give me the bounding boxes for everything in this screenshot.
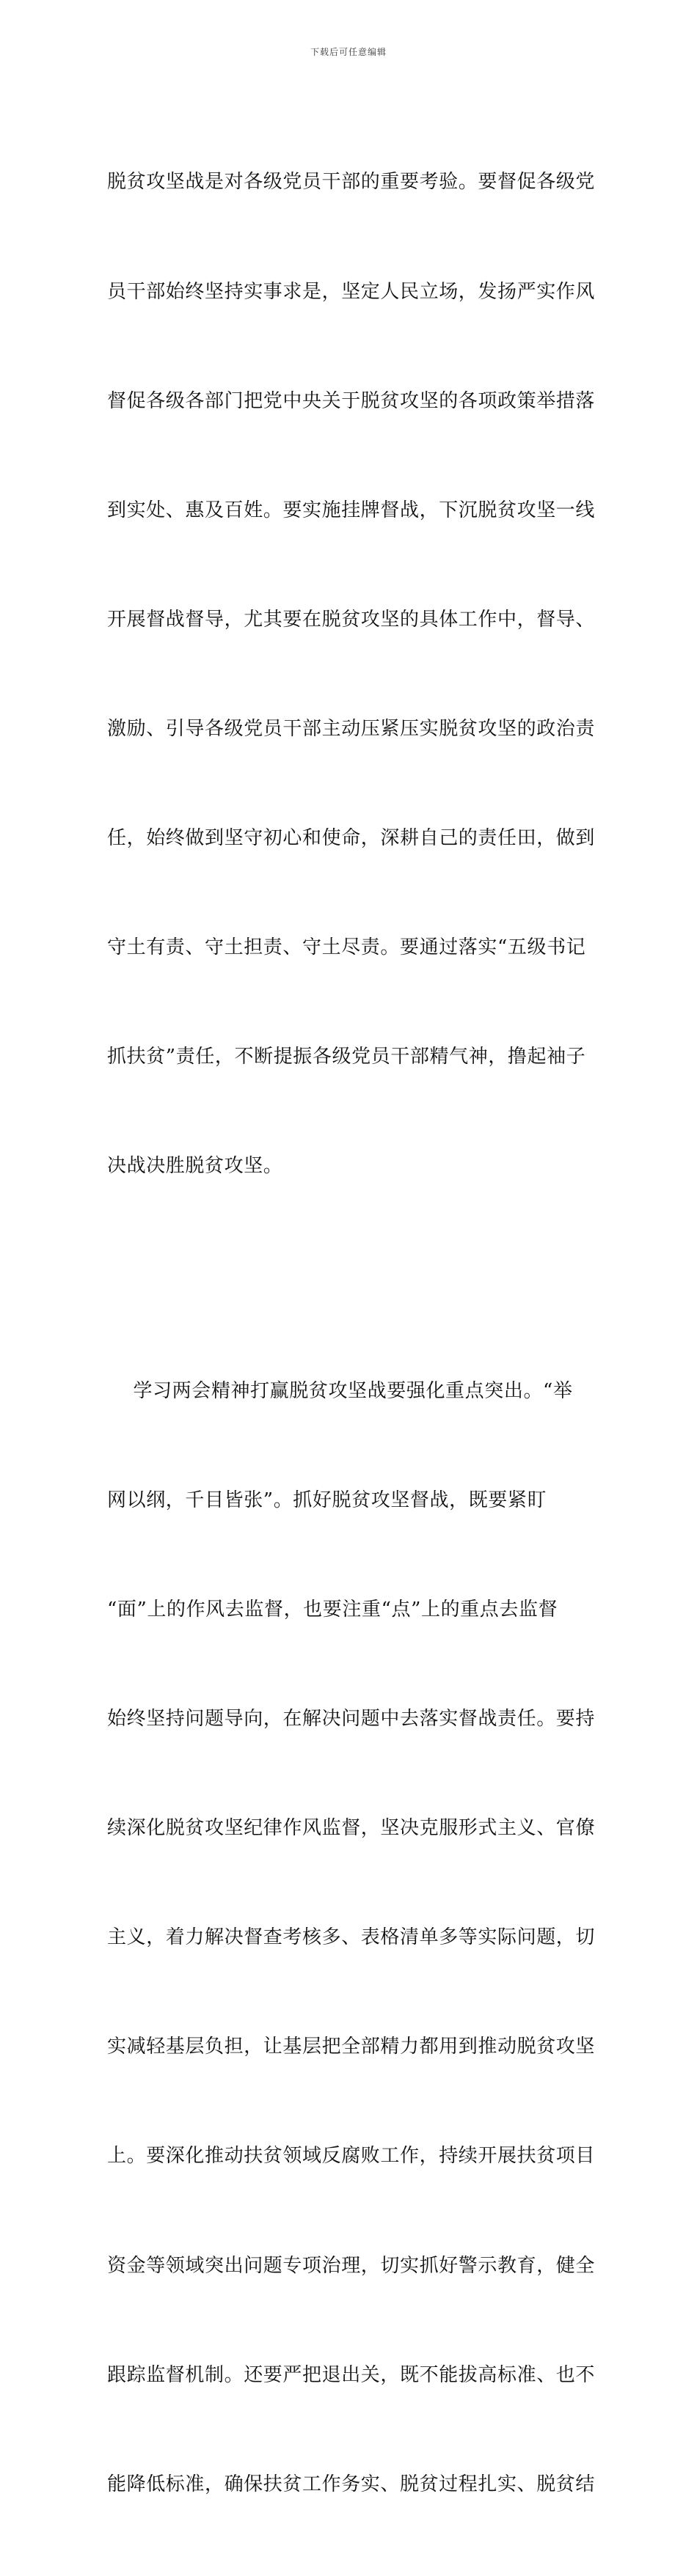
document-body bbox=[107, 92, 596, 2576]
text-line: 学习两会精神打赢脱贫攻坚战要强化重点突出。“举 bbox=[107, 1379, 573, 1402]
text-line: 资金等领域突出问题专项治理，切实抓好警示教育，健全 bbox=[107, 2254, 596, 2277]
text-line: 到实处、惠及百姓。要实施挂牌督战，下沉脱贫攻坚一线 bbox=[107, 499, 596, 521]
text-line: 脱贫攻坚战是对各级党员干部的重要考验。要督促各级党 bbox=[107, 171, 596, 194]
text-line: 续深化脱贫攻坚纪律作风监督，坚决克服形式主义、官僚 bbox=[107, 1817, 596, 1840]
paragraph-1 bbox=[107, 92, 596, 1258]
text-line: 能降低标准，确保扶贫工作务实、脱贫过程扎实、脱贫结 bbox=[107, 2473, 596, 2495]
text-line: 激励、引导各级党员干部主动压紧压实脱贫攻坚的政治责 bbox=[107, 717, 596, 740]
text-line: 决战决胜脱贫攻坚。 bbox=[107, 1155, 283, 1178]
text-line: 跟踪监督机制。还要严把退出关，既不能拔高标准、也不 bbox=[107, 2363, 596, 2386]
page-header: 下载后可任意编辑 bbox=[310, 47, 387, 57]
text-line: 督促各级各部门把党中央关于脱贫攻坚的各项政策举措落 bbox=[107, 389, 596, 412]
paragraph-2 bbox=[107, 1300, 596, 2575]
text-line: 主义，着力解决督查考核多、表格清单多等实际问题，切 bbox=[107, 1926, 596, 1949]
text-line: “面”上的作风去监督，也要注重“点”上的重点去监督 bbox=[107, 1598, 558, 1621]
text-line: 实减轻基层负担，让基层把全部精力都用到推动脱贫攻坚 bbox=[107, 2036, 596, 2058]
text-line: 守土有责、守土担责、守土尽责。要通过落实“五级书记 bbox=[107, 936, 586, 959]
text-line: 始终坚持问题导向，在解决问题中去落实督战责任。要持 bbox=[107, 1708, 596, 1731]
paragraph-spacer bbox=[107, 1258, 591, 1300]
text-line: 员干部始终坚持实事求是，坚定人民立场，发扬严实作风 bbox=[107, 280, 596, 303]
text-line: 任，始终做到坚守初心和使命，深耕自己的责任田，做到 bbox=[107, 826, 596, 849]
text-line: 开展督战督导，尤其要在脱贫攻坚的具体工作中，督导、 bbox=[107, 608, 596, 631]
text-line: 抓扶贫”责任，不断提振各级党员干部精气神，撸起袖子 bbox=[107, 1046, 586, 1068]
text-line: 上。要深化推动扶贫领域反腐败工作，持续开展扶贫项目 bbox=[107, 2145, 596, 2168]
text-line: 网以纲，千目皆张”。抓好脱贫攻坚督战，既要紧盯 bbox=[107, 1489, 547, 1511]
